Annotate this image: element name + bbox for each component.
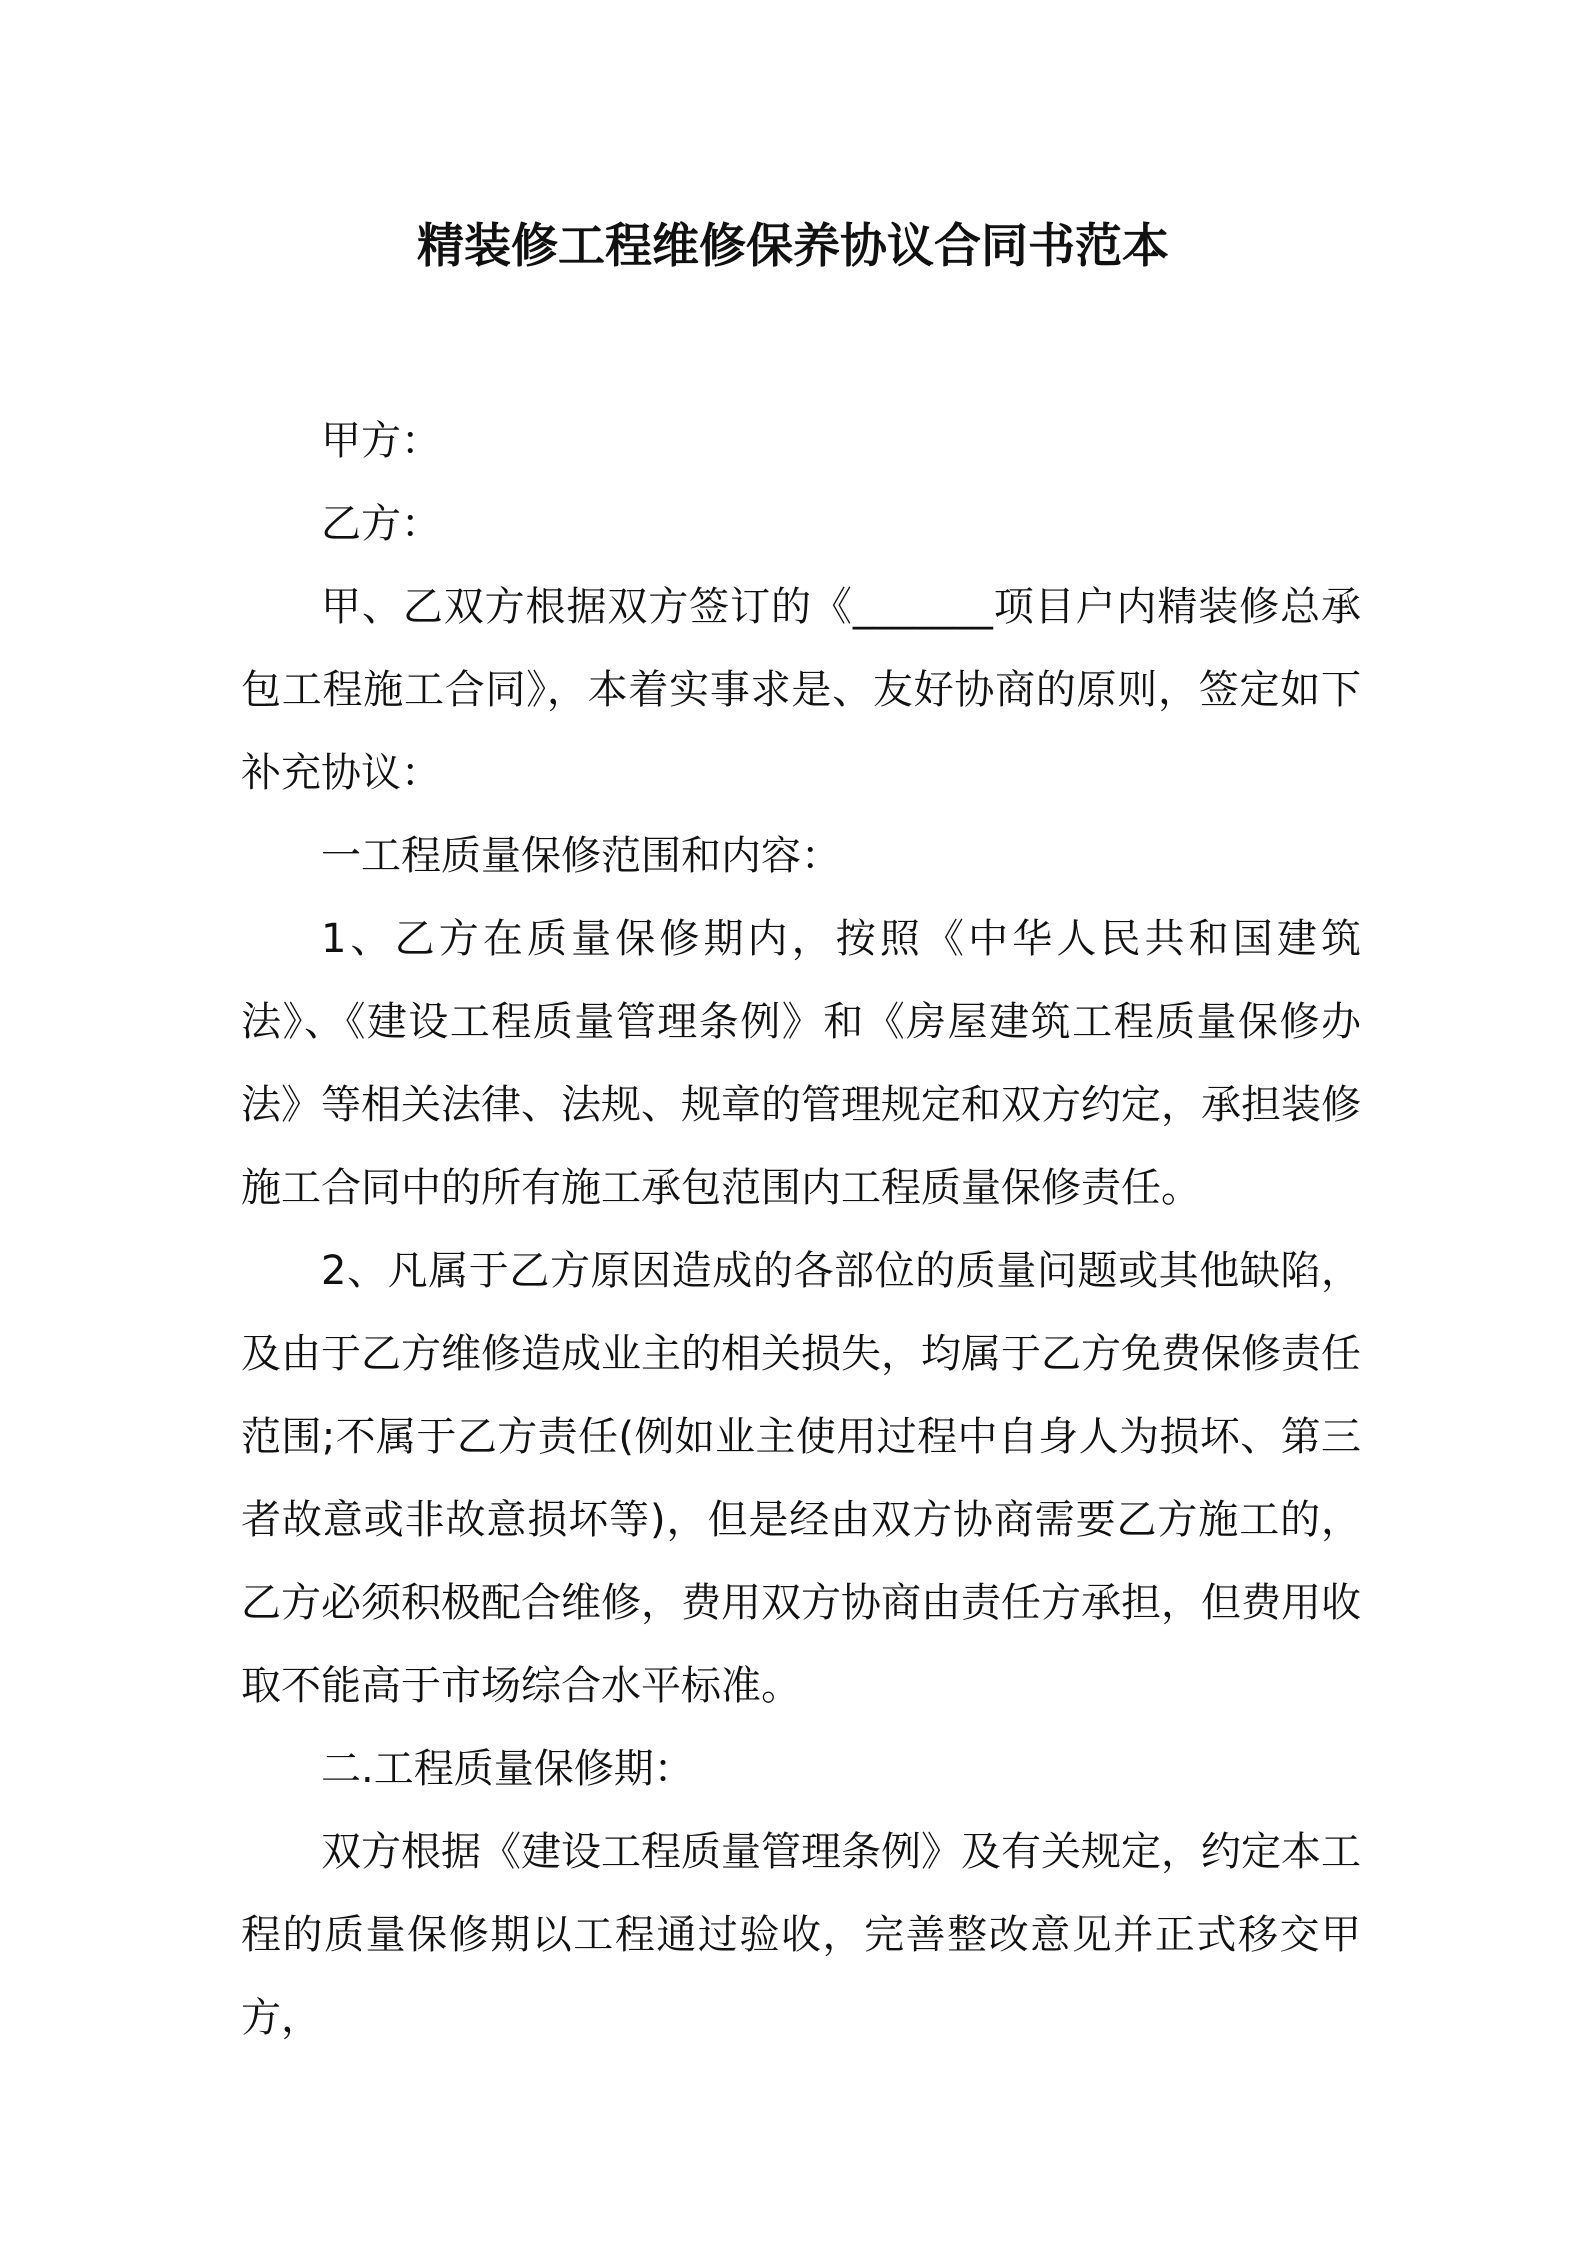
clause-paragraph: 1、乙方在质量保修期内，按照《中华人民共和国建筑法》、《建设工程质量管理条例》和《房屋建筑工程质量保修办法》等相关法律、法规、规章的管理规定和双方约定，承担装修施工合同中的所有施工承包范围内工程质量保修责任。 (241, 916, 1361, 1211)
clause-paragraph: 2、凡属于乙方原因造成的各部位的质量问题或其他缺陷，及由于乙方维修造成业主的相关损失，均属于乙方免费保修责任范围;不属于乙方责任(例如业主使用过程中自身人为损坏、第三者故意或非故意损坏等)，但是经由双方协商需要乙方施工的，乙方必须积极配合维修，费用双方协商由责任方承担，但费用收取不能高于市场综合水平标准。 (241, 1248, 1361, 1709)
party-b-line: 乙方： (321, 501, 441, 547)
preamble-paragraph: 甲、乙双方根据双方签订的《_______项目户内精装修总承包工程施工合同》，本着实事求是、友好协商的原则，签定如下补充协议： (241, 584, 1361, 796)
document-body (241, 400, 1361, 2060)
section-heading: 二.工程质量保修期： (321, 1746, 694, 1792)
document-title: 精装修工程维修保养协议合同书范本 (417, 219, 1169, 274)
clause-paragraph: 双方根据《建设工程质量管理条例》及有关规定，约定本工程的质量保修期以工程通过验收，完善整改意见并正式移交甲方， (241, 1829, 1361, 2041)
section-heading: 一工程质量保修范围和内容： (321, 833, 841, 879)
party-a-line: 甲方： (321, 418, 441, 464)
